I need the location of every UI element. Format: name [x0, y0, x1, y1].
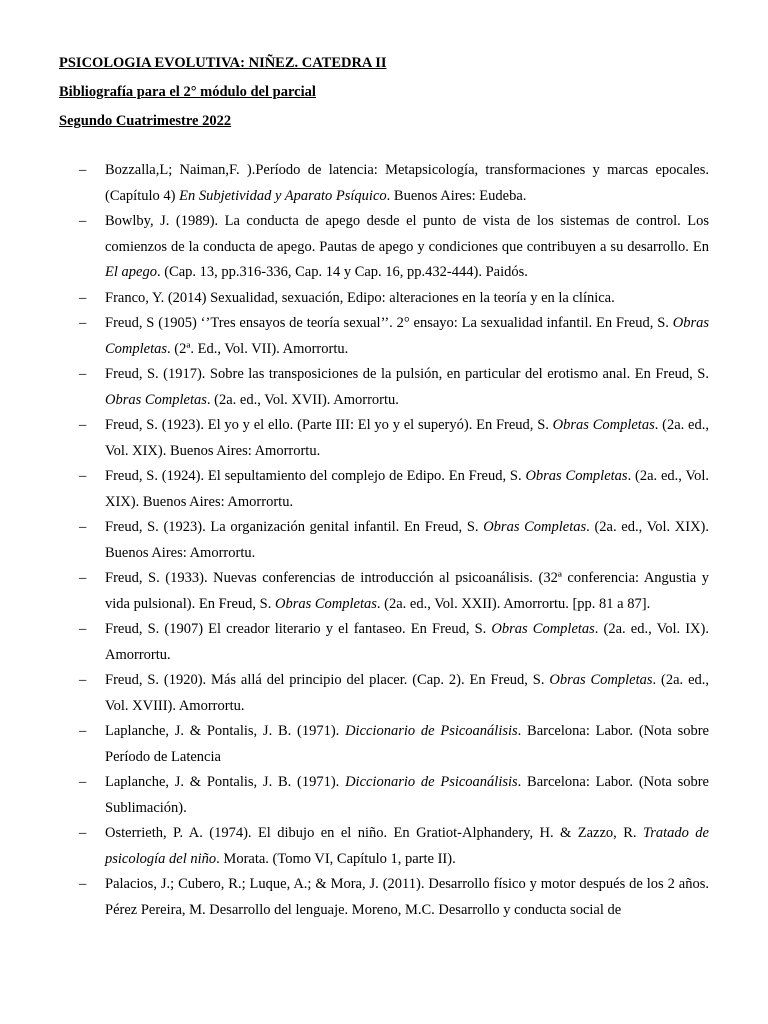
entry-italic-title: Diccionario de Psicoanálisis: [345, 723, 518, 739]
entry-citation-text: . (2a. ed., Vol. XIX). Buenos Aires: Amorrortu.: [105, 519, 709, 561]
dash-bullet-icon: –: [79, 825, 87, 841]
bibliography-entry: [79, 872, 709, 923]
entry-text: [105, 621, 709, 663]
dash-bullet-icon: –: [79, 468, 87, 484]
entry-citation-text: . Buenos Aires: Eudeba.: [386, 187, 527, 204]
dash-bullet-icon: –: [79, 723, 87, 739]
bibliography-entry: [79, 464, 709, 515]
entry-italic-title: Obras Completas: [549, 672, 653, 688]
entry-citation-text: . (2a. ed., Vol. IX). Amorrortu.: [105, 621, 709, 663]
bibliography-entry: [79, 668, 709, 719]
entry-italic-title: Obras Completas: [105, 391, 207, 408]
entry-italic-title: Obras Completas: [491, 621, 595, 637]
entry-text: [105, 468, 709, 510]
bibliography-list: [79, 158, 709, 923]
entry-text: [105, 723, 709, 765]
bibliography-entry: [79, 770, 709, 821]
entry-text: [105, 417, 709, 459]
entry-text: [105, 774, 709, 816]
entry-citation-text: Freud, S (1905) ‘’Tres ensayos de teoría sexual’’. 2° ensayo: La sexualidad infantil. En Freud, S.: [105, 315, 673, 331]
entry-citation-text: . Barcelona: Labor. (Nota sobre Sublimación).: [105, 774, 709, 816]
entry-text: [105, 876, 709, 918]
dash-bullet-icon: –: [79, 162, 87, 178]
entry-citation-text: . (2a. ed., Vol. XIX). Buenos Aires: Amorrortu.: [105, 468, 709, 510]
entry-citation-text: Freud, S. (1907) El creador literario y el fantaseo. En Freud, S.: [105, 621, 492, 637]
entry-italic-title: En Subjetividad y Aparato Psíquico: [179, 187, 387, 204]
entry-citation-text: . (2ª. Ed., Vol. VII). Amorrortu.: [167, 340, 349, 357]
entry-citation-text: Osterrieth, P. A. (1974). El dibujo en el niño. En Gratiot-Alphandery, H. & Zazzo, R.: [105, 825, 643, 841]
entry-italic-title: Obras Completas: [552, 417, 655, 433]
document-subtitle: Bibliografía para el 2° módulo del parcial: [59, 84, 316, 100]
entry-citation-text: Freud, S. (1923). El yo y el ello. (Parte III: El yo y el superyó). En Freud, S.: [105, 417, 553, 433]
dash-bullet-icon: –: [79, 366, 87, 382]
entry-citation-text: Freud, S. (1933). Nuevas conferencias de introducción al psicoanálisis. (32ª conferencia: Angustia y vida pulsional). En Freud, S.: [105, 570, 709, 612]
entry-italic-title: El apego: [105, 264, 157, 280]
entry-text: [105, 519, 709, 561]
entry-text: [105, 366, 709, 408]
entry-italic-title: Obras Completas: [483, 519, 587, 535]
entry-citation-text: Bowlby, J. (1989). La conducta de apego desde el punto de vista de los sistemas de control. Los comienzos de la conducta de apego. Pautas de apego y condiciones que contribuyen a su desarrollo. En: [105, 213, 709, 255]
entry-italic-title: Obras Completas: [105, 315, 709, 357]
entry-citation-text: Freud, S. (1923). La organización genital infantil. En Freud, S.: [105, 519, 484, 535]
bibliography-entry: [79, 362, 709, 413]
entry-citation-text: . (2a. ed., Vol. XVIII). Amorrortu.: [105, 672, 709, 714]
entry-text: [105, 162, 709, 204]
entry-text: [105, 290, 615, 306]
dash-bullet-icon: –: [79, 213, 87, 229]
entry-citation-text: . (2a. ed., Vol. XVII). Amorrortu.: [206, 391, 399, 408]
document-term: Segundo Cuatrimestre 2022: [59, 113, 232, 129]
entry-italic-title: Diccionario de Psicoanálisis: [345, 774, 518, 790]
bibliography-entry: [79, 158, 709, 209]
dash-bullet-icon: –: [79, 876, 87, 892]
entry-citation-text: Freud, S. (1920). Más allá del principio del placer. (Cap. 2). En Freud, S.: [105, 672, 550, 688]
bibliography-entry: [79, 413, 709, 464]
dash-bullet-icon: –: [79, 315, 87, 331]
entry-citation-text: Palacios, J.; Cubero, R.; Luque, A.; & Mora, J. (2011). Desarrollo físico y motor después de los 2 años. Pérez Pereira, M. Desarrollo del lenguaje. Moreno, M.C. Desarrollo y conducta social de: [105, 876, 709, 918]
bibliography-entry: [79, 286, 709, 312]
entry-citation-text: Laplanche, J. & Pontalis, J. B. (1971).: [105, 723, 346, 739]
entry-text: [105, 213, 709, 280]
dash-bullet-icon: –: [79, 417, 87, 433]
bibliography-entry: [79, 311, 709, 362]
dash-bullet-icon: –: [79, 774, 87, 790]
entry-citation-text: Laplanche, J. & Pontalis, J. B. (1971).: [105, 774, 346, 790]
entry-text: [105, 315, 709, 357]
entry-citation-text: . (Cap. 13, pp.316-336, Cap. 14 y Cap. 16, pp.432-444). Paidós.: [156, 264, 528, 280]
entry-citation-text: Bozzalla,L; Naiman,F. ).Período de latencia: Metapsicología, transformaciones y marcas epocales. (Capítulo 4): [105, 162, 709, 204]
entry-citation-text: Freud, S. (1917). Sobre las transposiciones de la pulsión, en particular del erotismo anal. En Freud, S.: [105, 366, 709, 382]
bibliography-entry: [79, 821, 709, 872]
bibliography-entry: [79, 209, 709, 286]
dash-bullet-icon: –: [79, 672, 87, 688]
document-title: PSICOLOGIA EVOLUTIVA: NIÑEZ. CATEDRA II: [59, 55, 387, 71]
entry-italic-title: Obras Completas: [274, 595, 377, 612]
dash-bullet-icon: –: [79, 289, 87, 306]
entry-text: [105, 570, 709, 612]
bibliography-entry: [79, 719, 709, 770]
entry-citation-text: Freud, S. (1924). El sepultamiento del complejo de Edipo. En Freud, S.: [105, 468, 526, 484]
entry-citation-text: Franco, Y. (2014) Sexualidad, sexuación, Edipo: alteraciones en la teoría y en la clínica.: [105, 289, 615, 306]
dash-bullet-icon: –: [79, 621, 87, 637]
entry-italic-title: Obras Completas: [525, 468, 628, 484]
bibliography-entry: [79, 566, 709, 617]
dash-bullet-icon: –: [79, 570, 87, 586]
entry-citation-text: . Morata. (Tomo VI, Capítulo 1, parte II).: [216, 850, 456, 867]
entry-text: [105, 672, 709, 714]
entry-text: [105, 825, 709, 867]
entry-italic-title: Tratado de psicología del niño: [105, 825, 709, 867]
bibliography-entry: [79, 515, 709, 566]
entry-citation-text: . Barcelona: Labor. (Nota sobre Período de Latencia: [105, 723, 709, 765]
entry-citation-text: . (2a. ed., Vol. XIX). Buenos Aires: Amorrortu.: [105, 417, 709, 459]
dash-bullet-icon: –: [79, 519, 87, 535]
bibliography-entry: [79, 617, 709, 668]
entry-citation-text: . (2a. ed., Vol. XXII). Amorrortu. [pp. 81 a 87].: [376, 595, 651, 612]
